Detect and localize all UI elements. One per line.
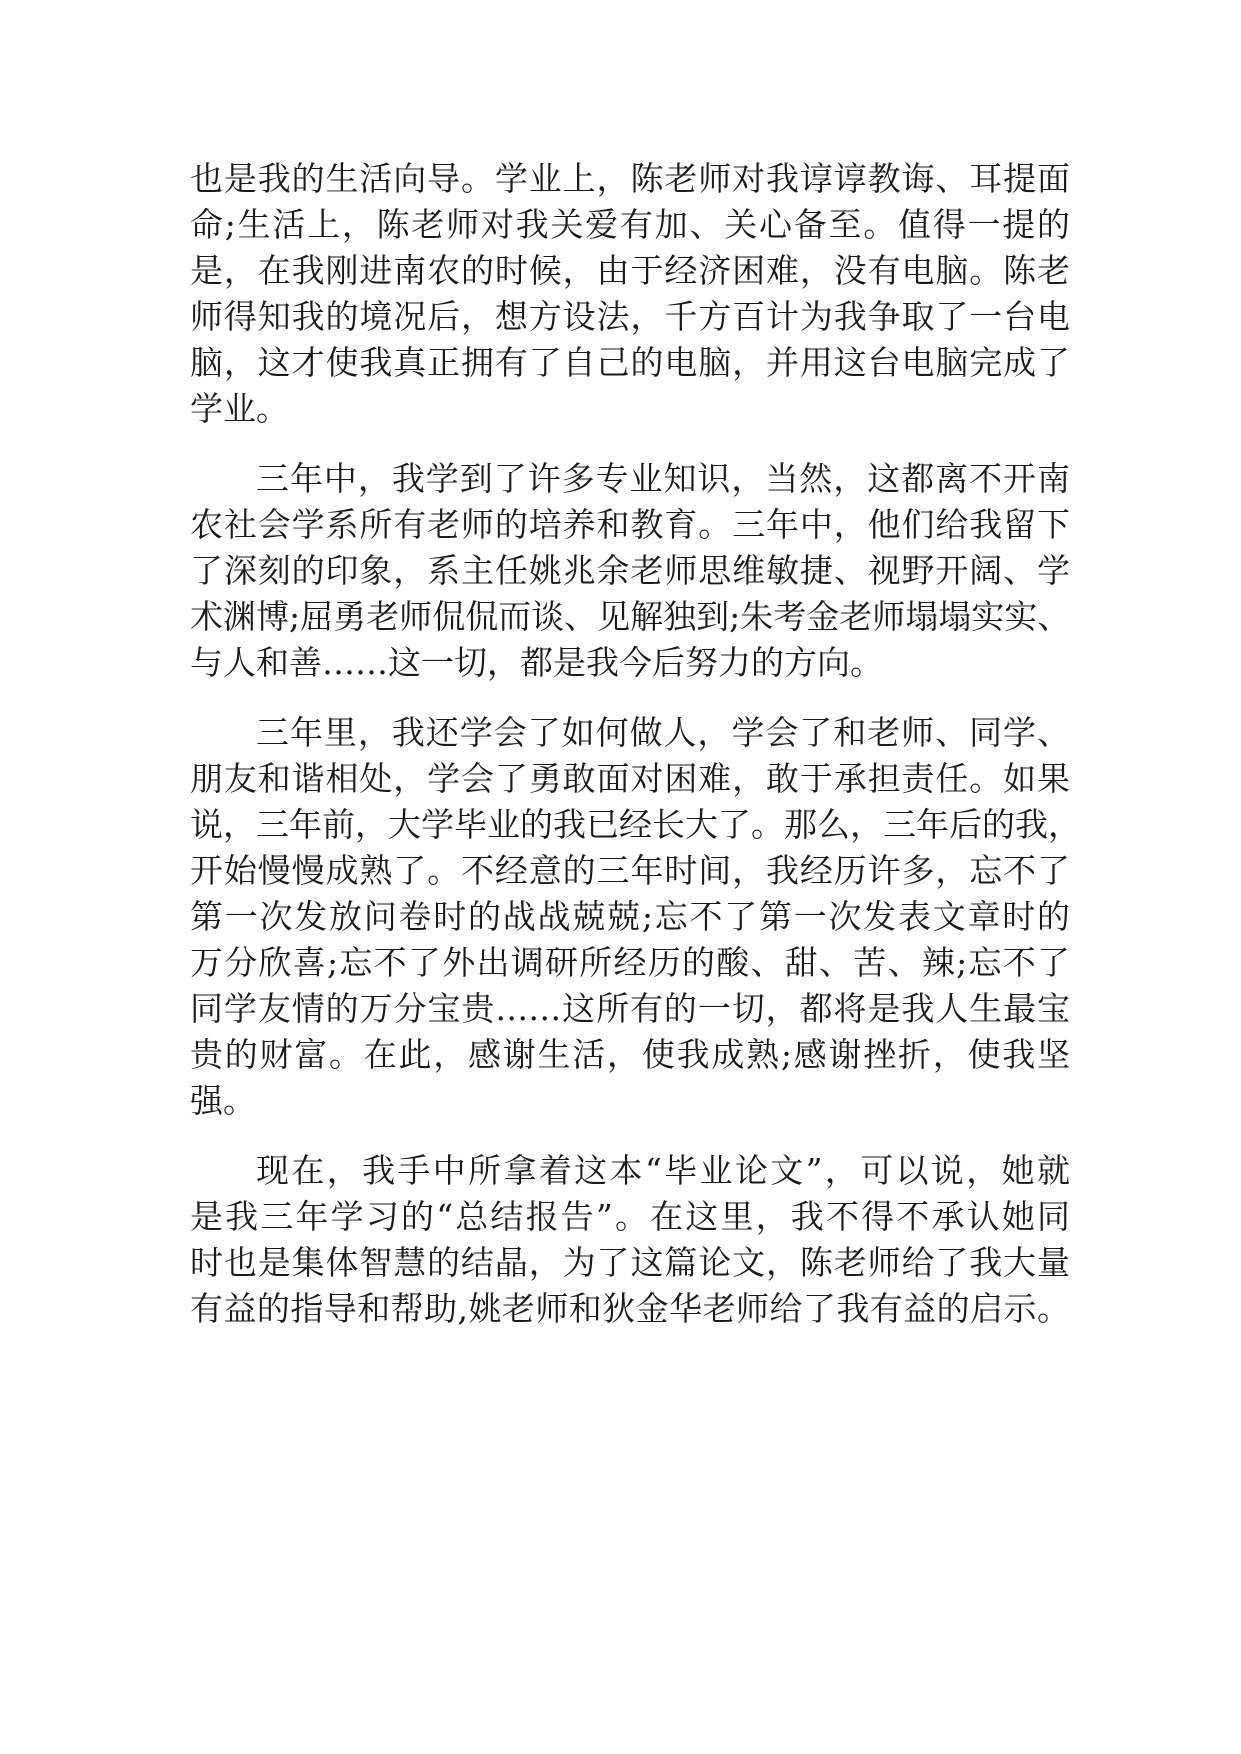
paragraph-3 [190,710,1081,1124]
paragraph-1 [190,156,1070,432]
text-line: 三年里，我还学会了如何做人，学会了和老师、同学、 [256,713,1070,752]
text-line: 朋友和谐相处，学会了勇敢面对困难，敢于承担责任。如果 [190,759,1070,798]
text-line: 有益的指导和帮助,姚老师和狄金华老师给了我有益的启示。 [190,1289,1070,1328]
text-line: 脑，这才使我真正拥有了自己的电脑，并用这台电脑完成了 [190,343,1070,382]
text-line: 贵的财富。在此，感谢生活，使我成熟;感谢挫折，使我坚 [190,1035,1070,1074]
text-line: 第一次发放问卷时的战战兢兢;忘不了第一次发表文章时的 [190,897,1070,936]
text-line: 农社会学系所有老师的培养和教育。三年中，他们给我留下 [190,505,1070,544]
text-line: 说，三年前，大学毕业的我已经长大了。那么，三年后的我， [190,805,1081,844]
text-line: 师得知我的境况后，想方设法，千方百计为我争取了一台电 [190,297,1070,336]
text-line: 术渊博;屈勇老师侃侃而谈、见解独到;朱考金老师塌塌实实、 [190,597,1071,636]
body-text [190,156,1081,1356]
text-line: 与人和善……这一切，都是我今后努力的方向。 [190,643,883,682]
paragraph-4 [190,1148,1070,1332]
text-line: 现在，我手中所拿着这本“毕业论文”，可以说，她就 [256,1151,1070,1190]
text-line: 同学友情的万分宝贵……这所有的一切，都将是我人生最宝 [190,989,1070,1028]
text-line: 开始慢慢成熟了。不经意的三年时间，我经历许多，忘不了 [190,851,1070,890]
text-line: 是，在我刚进南农的时候，由于经济困难，没有电脑。陈老 [190,251,1070,290]
text-line: 强。 [190,1081,256,1120]
text-line: 是我三年学习的“总结报告”。在这里，我不得不承认她同 [190,1197,1070,1236]
text-line: 万分欣喜;忘不了外出调研所经历的酸、甜、苦、辣;忘不了 [190,943,1070,982]
text-line: 时也是集体智慧的结晶，为了这篇论文，陈老师给了我大量 [190,1243,1070,1282]
paragraph-2 [190,456,1070,686]
text-line: 三年中，我学到了许多专业知识，当然，这都离不开南 [256,459,1070,498]
text-line: 也是我的生活向导。学业上，陈老师对我谆谆教诲、耳提面 [190,159,1070,198]
text-line: 了深刻的印象，系主任姚兆余老师思维敏捷、视野开阔、学 [190,551,1070,590]
text-line: 命;生活上，陈老师对我关爱有加、关心备至。值得一提的 [190,205,1070,244]
text-line: 学业。 [190,389,289,428]
